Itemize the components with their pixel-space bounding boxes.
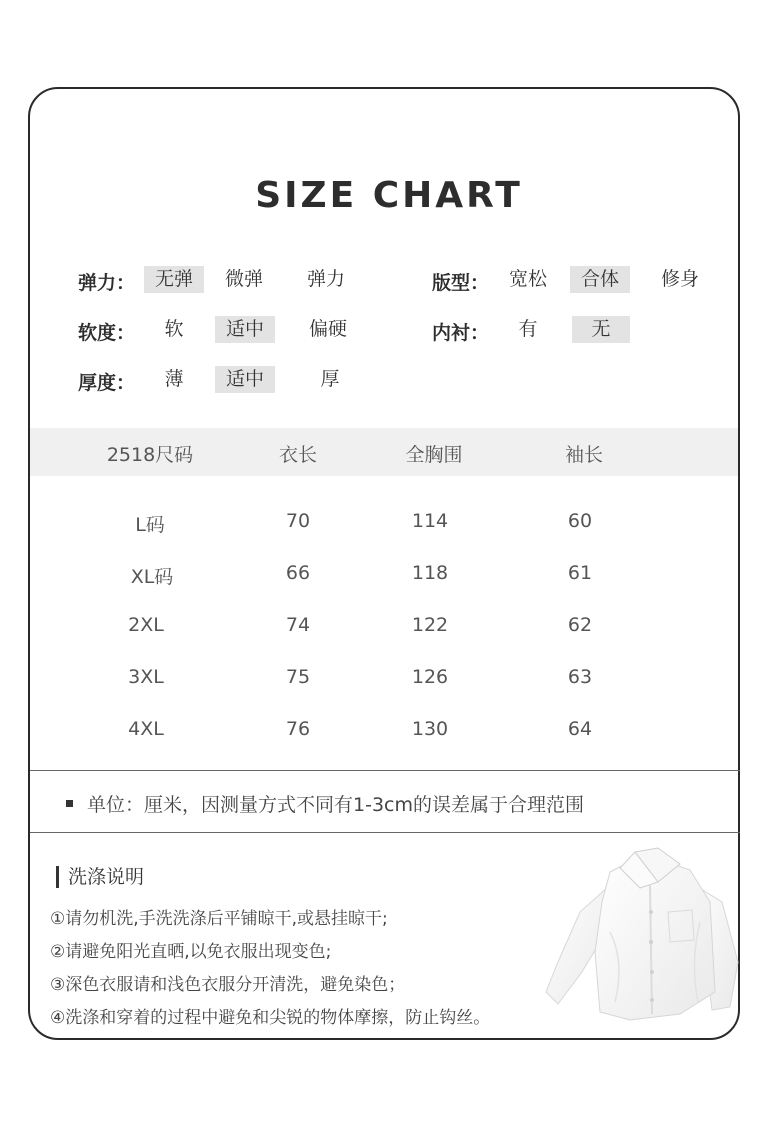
- fit-option-loose: 宽松: [508, 268, 547, 290]
- table-cell: 64: [567, 718, 593, 740]
- unit-note: [66, 790, 584, 817]
- table-cell: 4XL: [128, 718, 164, 740]
- table-cell: 75: [285, 666, 311, 688]
- elasticity-option-slight: 微弹: [224, 268, 263, 290]
- softness-label: 软度：: [78, 322, 136, 344]
- table-cell: 70: [285, 510, 311, 532]
- lining-label: 内衬：: [432, 322, 490, 344]
- divider-top: [30, 770, 740, 771]
- softness-option-hard: 偏硬: [308, 318, 347, 340]
- table-header-length: 衣长: [278, 444, 317, 466]
- table-cell: 76: [285, 718, 311, 740]
- white-shirt-image: [540, 842, 740, 1032]
- elasticity-label: 弹力：: [78, 272, 136, 294]
- elasticity-option-none: 无弹: [144, 266, 204, 293]
- elasticity-option-elastic: 弹力: [306, 268, 345, 290]
- thickness-option-medium: 适中: [215, 366, 275, 393]
- table-header-chest: 全胸围: [405, 444, 463, 466]
- table-cell: 2XL: [128, 614, 164, 636]
- table-cell: XL码: [130, 566, 174, 588]
- table-cell: 74: [285, 614, 311, 636]
- table-cell: 62: [567, 614, 593, 636]
- washing-line: ③深色衣服请和浅色衣服分开清洗，避免染色；: [50, 975, 406, 995]
- table-cell: 114: [411, 510, 449, 532]
- page-title: SIZE CHART: [255, 175, 523, 216]
- washing-line: ②请避免阳光直晒,以免衣服出现变色;: [50, 942, 332, 962]
- softness-option-medium: 适中: [215, 316, 275, 343]
- bullet-icon: [66, 800, 73, 807]
- table-header-sleeve: 袖长: [564, 444, 603, 466]
- table-cell: 3XL: [128, 666, 164, 688]
- table-cell: 130: [411, 718, 449, 740]
- washing-line: ①请勿机洗,手洗洗涤后平铺晾干,或悬挂晾干;: [50, 909, 388, 929]
- table-cell: 126: [411, 666, 449, 688]
- table-cell: 60: [567, 510, 593, 532]
- thickness-label: 厚度：: [78, 372, 136, 394]
- thickness-option-thin: 薄: [164, 368, 184, 390]
- table-cell: 61: [567, 562, 593, 584]
- lining-option-yes: 有: [518, 318, 538, 340]
- lining-option-no: 无: [572, 316, 630, 343]
- table-cell: L码: [135, 514, 165, 536]
- table-cell: 118: [411, 562, 449, 584]
- washing-title: 洗涤说明: [56, 866, 144, 888]
- table-cell: 63: [567, 666, 593, 688]
- table-cell: 66: [285, 562, 311, 584]
- softness-option-soft: 软: [164, 318, 184, 340]
- thickness-option-thick: 厚: [320, 368, 340, 390]
- table-header-size: 2518尺码: [106, 444, 194, 466]
- washing-line: ④洗涤和穿着的过程中避免和尖锐的物体摩擦，防止钩丝。: [50, 1008, 491, 1028]
- divider-bottom: [30, 832, 740, 833]
- fit-option-slim: 修身: [660, 268, 699, 290]
- unit-note-text: 单位：厘米，因测量方式不同有1-3cm的误差属于合理范围: [87, 794, 584, 816]
- fit-label: 版型：: [432, 272, 490, 294]
- fit-option-regular: 合体: [570, 266, 630, 293]
- table-cell: 122: [411, 614, 449, 636]
